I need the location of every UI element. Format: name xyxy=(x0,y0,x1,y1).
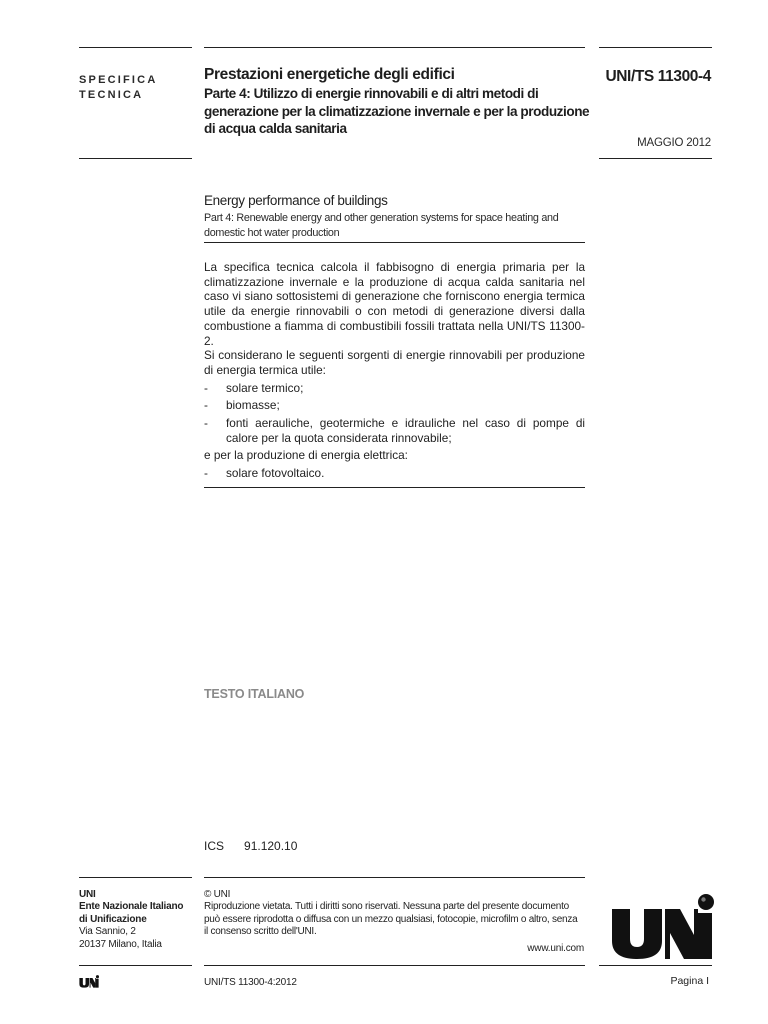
uni-logo-icon xyxy=(610,893,714,961)
address-line1: Via Sannio, 2 xyxy=(79,926,136,938)
ics-classification xyxy=(204,839,297,853)
list-item: - biomasse; xyxy=(204,398,280,413)
renewable-sources-list xyxy=(204,381,585,446)
list-dash: - xyxy=(204,380,208,395)
header-rule-right xyxy=(599,158,712,159)
website-link[interactable]: www.uni.com xyxy=(527,943,584,954)
notice-line2: può essere riprodotta o diffusa con un mezzo qualsiasi, fotocopie, microfilm o altro, senza xyxy=(204,913,578,925)
document-id: UNI/TS 11300-4 xyxy=(605,68,711,85)
english-title: Energy performance of buildings xyxy=(204,193,388,208)
uni-logo-small-icon xyxy=(79,974,99,989)
list-item: - fonti aerauliche, geotermiche e idrauliche nel caso di pompe di calore per la quota considerata rinnovabile; xyxy=(204,416,585,445)
header-rule-left xyxy=(79,158,192,159)
document-type-line2: TECNICA xyxy=(79,89,144,101)
organization-info xyxy=(79,889,183,951)
footer-rule-center xyxy=(204,877,585,878)
abstract xyxy=(204,260,585,484)
copyright-notice xyxy=(204,889,585,939)
page-number: Pagina I xyxy=(670,975,709,987)
document-title: Prestazioni energetiche degli edifici xyxy=(204,66,455,83)
list-dash: - xyxy=(204,466,208,481)
organization-name-line1: Ente Nazionale Italiano xyxy=(79,901,184,913)
organization-name-line2: di Unificazione xyxy=(79,913,147,925)
bottom-rule-left xyxy=(79,965,192,966)
language-label: TESTO ITALIANO xyxy=(204,687,305,701)
english-title-rule xyxy=(204,242,585,243)
footer-document-code: UNI/TS 11300-4:2012 xyxy=(204,977,297,988)
ics-code: 91.120.10 xyxy=(244,839,298,853)
organization-short-name: UNI xyxy=(79,889,96,900)
document-type-line1: SPECIFICA xyxy=(79,74,158,86)
top-rule-right xyxy=(599,47,712,48)
document-type-label xyxy=(79,73,157,103)
electric-sources-list xyxy=(204,466,585,481)
document-subtitle: Parte 4: Utilizzo di energie rinnovabili e di altri metodi di generazione per la climatizzazione invernale e per la produzione di acqua calda sanitaria xyxy=(204,86,590,136)
publication-date: MAGGIO 2012 xyxy=(637,137,711,149)
notice-line1: Riproduzione vietata. Tutti i diritti sono riservati. Nessuna parte del presente documento xyxy=(204,901,569,913)
list-dash: - xyxy=(204,398,208,413)
bottom-rule-right xyxy=(599,965,712,966)
abstract-paragraph: e per la produzione di energia elettrica: xyxy=(204,448,408,463)
copyright-symbol: © UNI xyxy=(204,889,231,900)
top-rule-left xyxy=(79,47,192,48)
address-line2: 20137 Milano, Italia xyxy=(79,938,162,950)
list-item: - solare termico; xyxy=(204,380,304,395)
notice-line3: il consenso scritto dell'UNI. xyxy=(204,926,317,938)
abstract-paragraph: La specifica tecnica calcola il fabbisogno di energia primaria per la climatizzazione invernale e la produzione di acqua calda sanitaria nel caso vi siano sottosistemi di generazione che forniscono energia termica utile da energie rinnovabili o con metodi di generazione diversi dalla combustione a fiamma di combustibili fossili trattata nella UNI/TS 11300-2. xyxy=(204,260,585,348)
footer-rule-left xyxy=(79,877,192,878)
abstract-paragraph: Si considerano le seguenti sorgenti di energie rinnovabili per produzione di energia termica utile: xyxy=(204,348,585,377)
list-item: - solare fotovoltaico. xyxy=(204,466,325,481)
bottom-rule-center xyxy=(204,965,585,966)
english-subtitle: Part 4: Renewable energy and other generation systems for space heating and domestic hot water production xyxy=(204,212,559,239)
abstract-rule xyxy=(204,487,585,488)
list-dash: - xyxy=(204,416,208,431)
top-rule-center xyxy=(204,47,585,48)
ics-label: ICS xyxy=(204,839,225,853)
